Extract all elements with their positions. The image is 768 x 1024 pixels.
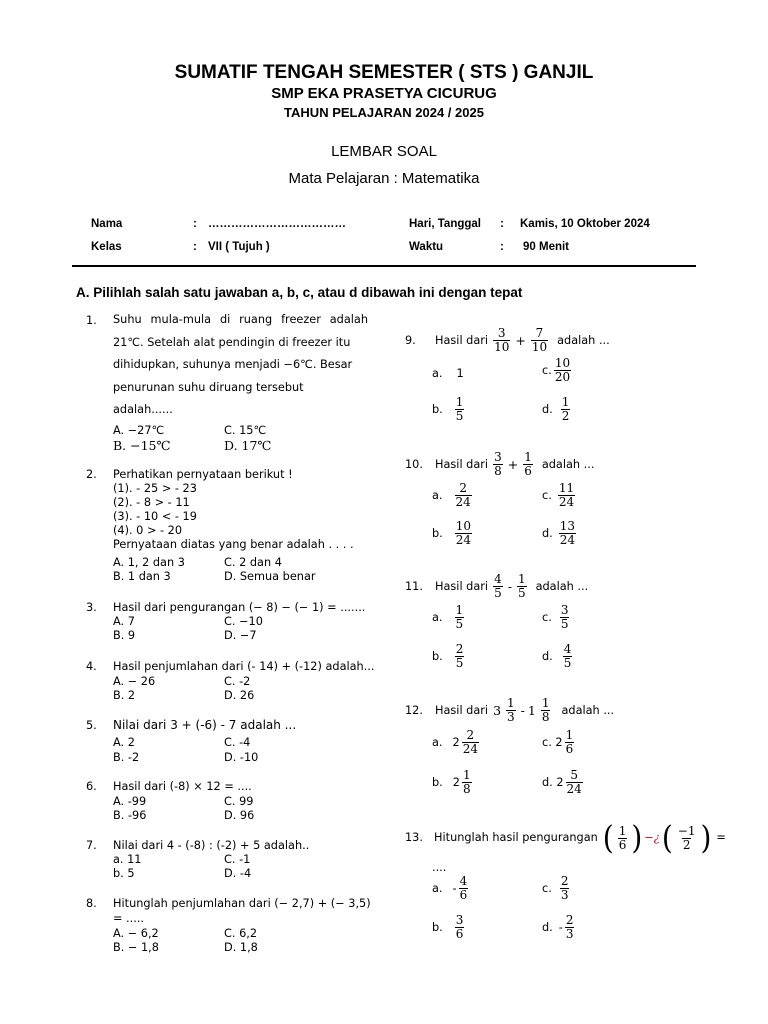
q2-line: Perhatikan pernyataan berikut ! bbox=[113, 468, 293, 481]
denominator: 24 bbox=[566, 782, 582, 796]
q10-operator: + bbox=[507, 456, 519, 472]
numerator: 4 bbox=[563, 642, 572, 656]
q9-fraction-1 bbox=[493, 327, 510, 354]
q10-option-a[interactable] bbox=[432, 482, 474, 509]
q5-number: 5. bbox=[86, 719, 97, 732]
left-paren-icon: ( bbox=[602, 818, 614, 857]
denominator: 6 bbox=[455, 927, 464, 941]
option-fraction bbox=[565, 729, 575, 756]
q1-option-b[interactable]: B. −15℃ bbox=[113, 438, 171, 453]
option-fraction bbox=[455, 604, 465, 631]
q10-post: adalah ... bbox=[541, 457, 595, 471]
option-fraction bbox=[565, 914, 575, 941]
q12-number: 12. bbox=[405, 703, 423, 717]
q11-post: adalah ... bbox=[535, 579, 589, 593]
denominator: 5 bbox=[560, 617, 569, 631]
q11-number: 11. bbox=[405, 579, 423, 593]
numerator: −1 bbox=[677, 823, 696, 838]
denominator: 10 bbox=[494, 340, 510, 354]
q2-number: 2. bbox=[86, 468, 97, 481]
denominator: 24 bbox=[559, 533, 576, 547]
q4-text: Hasil penjumlahan dari (- 14) + (-12) adalah... bbox=[113, 660, 375, 673]
q1-line: penurunan suhu diruang tersebut bbox=[113, 380, 304, 394]
denominator: 5 bbox=[455, 656, 464, 670]
option-letter: d. bbox=[542, 403, 553, 416]
q12-operator: - bbox=[520, 702, 525, 718]
q2-line: (4). 0 > - 20 bbox=[113, 524, 183, 537]
q12-fraction-1 bbox=[506, 697, 516, 724]
q12-option-a[interactable] bbox=[432, 729, 481, 756]
q1-line: adalah...... bbox=[113, 403, 173, 416]
q2-line: (3). - 10 < - 19 bbox=[113, 510, 197, 523]
q12-whole-1: 3 bbox=[493, 702, 502, 718]
denominator: 5 bbox=[517, 586, 526, 600]
option-sign: - bbox=[558, 921, 563, 934]
hari-value: Kamis, 10 Oktober 2024 bbox=[520, 218, 650, 230]
numerator: 1 bbox=[565, 728, 574, 742]
q13-fraction-2 bbox=[677, 825, 697, 852]
option-letter: b. bbox=[432, 776, 443, 789]
denominator: 2 bbox=[561, 409, 570, 423]
q13-option-c[interactable] bbox=[542, 875, 571, 902]
q13-number: 13. bbox=[405, 831, 423, 844]
option-value: 1 bbox=[456, 367, 464, 380]
q6-text: Hasil dari (-8) × 12 = .... bbox=[113, 780, 252, 793]
q1-line: 21℃. Setelah alat pendingin di freezer itu bbox=[113, 335, 351, 349]
q12-option-c[interactable] bbox=[542, 729, 576, 756]
q4-option-a[interactable]: A. − 26 bbox=[113, 675, 156, 688]
nama-label: Nama bbox=[91, 218, 123, 230]
right-paren-icon: ) bbox=[631, 818, 643, 857]
q9-option-b[interactable] bbox=[432, 396, 466, 423]
q9-fraction-2 bbox=[531, 327, 548, 354]
option-letter: d. 2 bbox=[542, 776, 564, 789]
q13-option-d[interactable] bbox=[542, 914, 576, 941]
q11-option-d[interactable] bbox=[542, 643, 574, 670]
nama-colon: : bbox=[193, 218, 197, 230]
q3-number: 3. bbox=[86, 601, 97, 614]
section-instruction: A. Pilihlah salah satu jawaban a, b, c, atau d dibawah ini dengan tepat bbox=[76, 285, 523, 300]
q1-option-d[interactable]: D. 17℃ bbox=[224, 438, 272, 453]
q6-option-b[interactable]: B. -96 bbox=[113, 809, 147, 822]
q7-option-b[interactable]: b. 5 bbox=[113, 867, 135, 880]
q13-pre: Hitunglah hasil pengurangan bbox=[434, 831, 598, 844]
numerator: 3 bbox=[560, 603, 569, 617]
kelas-label: Kelas bbox=[91, 241, 122, 253]
q11-operator: - bbox=[507, 578, 512, 594]
q12-option-d[interactable] bbox=[542, 769, 585, 796]
q7-option-d[interactable]: D. -4 bbox=[224, 867, 252, 880]
denominator: 6 bbox=[618, 837, 627, 852]
q11-pre: Hasil dari bbox=[435, 579, 489, 593]
option-letter: d. bbox=[542, 527, 553, 540]
denominator: 3 bbox=[507, 710, 515, 724]
option-whole: 2 bbox=[452, 776, 460, 789]
q9-option-a[interactable] bbox=[432, 367, 464, 380]
q9-number: 9. bbox=[405, 333, 416, 347]
q9-pre: Hasil dari bbox=[435, 333, 489, 347]
q8-text: Hitunglah penjumlahan dari (− 2,7) + (− 3,5) bbox=[113, 897, 371, 910]
q11-text bbox=[405, 573, 588, 600]
numerator: 2 bbox=[565, 913, 574, 927]
q12-fraction-2 bbox=[541, 697, 551, 724]
q6-number: 6. bbox=[86, 780, 97, 793]
numerator: 1 bbox=[507, 696, 515, 710]
numerator: 1 bbox=[524, 450, 532, 464]
numerator: 11 bbox=[558, 481, 575, 495]
q13-text bbox=[405, 818, 726, 857]
numerator: 7 bbox=[535, 326, 544, 340]
q2-line: (2). - 8 > - 11 bbox=[113, 496, 190, 509]
numerator: 2 bbox=[466, 728, 475, 742]
sheet-title: LEMBAR SOAL bbox=[331, 143, 437, 160]
option-letter: c. bbox=[542, 611, 552, 624]
option-fraction bbox=[560, 604, 570, 631]
denominator: 5 bbox=[563, 656, 572, 670]
option-letter: a. bbox=[432, 489, 443, 502]
denominator: 5 bbox=[494, 586, 502, 600]
option-sign: - bbox=[452, 882, 457, 895]
option-fraction bbox=[558, 482, 575, 509]
q12-text bbox=[405, 697, 614, 724]
q5-option-d[interactable]: D. -10 bbox=[224, 751, 259, 764]
q2-option-b[interactable]: B. 1 dan 3 bbox=[113, 570, 171, 583]
option-fraction bbox=[462, 729, 479, 756]
denominator: 6 bbox=[524, 464, 532, 478]
option-letter: a. bbox=[432, 736, 443, 749]
option-fraction bbox=[462, 769, 472, 796]
q9-operator: + bbox=[515, 332, 526, 348]
option-letter: c. bbox=[542, 489, 552, 502]
q4-number: 4. bbox=[86, 660, 97, 673]
q9-option-c[interactable] bbox=[542, 357, 573, 384]
right-paren-icon: ) bbox=[700, 818, 712, 857]
q8-text-cont: = ..... bbox=[113, 912, 145, 925]
numerator: 2 bbox=[455, 642, 464, 656]
q13-text-cont: .... bbox=[432, 861, 447, 874]
denominator: 24 bbox=[462, 742, 478, 756]
q10-text bbox=[405, 451, 594, 478]
denominator: 8 bbox=[494, 464, 502, 478]
option-fraction bbox=[561, 396, 571, 423]
q10-pre: Hasil dari bbox=[435, 457, 489, 471]
q2-text bbox=[113, 468, 354, 552]
q13-option-a[interactable] bbox=[432, 875, 470, 902]
numerator: 3 bbox=[494, 450, 502, 464]
q3-text: Hasil dari pengurangan (− 8) − (− 1) = ....... bbox=[113, 601, 366, 614]
q9-post: adalah ... bbox=[557, 333, 610, 347]
hari-colon: : bbox=[500, 218, 504, 230]
numerator: 1 bbox=[618, 823, 627, 838]
option-fraction bbox=[455, 482, 472, 509]
kelas-value: VII ( Tujuh ) bbox=[208, 241, 270, 253]
numerator: 3 bbox=[497, 326, 506, 340]
denominator: 5 bbox=[455, 617, 464, 631]
q11-fraction-1 bbox=[493, 573, 503, 600]
q2-option-d[interactable]: D. Semua benar bbox=[224, 570, 316, 583]
option-fraction bbox=[455, 914, 465, 941]
option-fraction bbox=[554, 357, 571, 384]
q5-option-c[interactable]: C. -4 bbox=[224, 736, 251, 749]
q2-line: (1). - 25 > - 23 bbox=[113, 482, 197, 495]
option-letter: b. bbox=[432, 527, 443, 540]
kelas-colon: : bbox=[193, 241, 197, 253]
q4-option-d[interactable]: D. 26 bbox=[224, 689, 255, 702]
numerator: 10 bbox=[455, 519, 472, 533]
denominator: 5 bbox=[455, 409, 464, 423]
q8-option-a[interactable]: A. − 6,2 bbox=[113, 927, 159, 940]
numerator: 1 bbox=[517, 572, 526, 586]
q3-option-c[interactable]: C. −10 bbox=[224, 615, 263, 628]
q6-option-c[interactable]: C. 99 bbox=[224, 795, 254, 808]
option-letter: c. bbox=[542, 882, 552, 895]
option-letter: a. bbox=[432, 611, 443, 624]
option-fraction bbox=[560, 875, 570, 902]
q4-option-c[interactable]: C. -2 bbox=[224, 675, 251, 688]
academic-year: TAHUN PELAJARAN 2024 / 2025 bbox=[284, 105, 484, 120]
q10-number: 10. bbox=[405, 457, 423, 471]
left-paren-icon: ( bbox=[661, 818, 673, 857]
option-letter: b. bbox=[432, 650, 443, 663]
waktu-colon: : bbox=[500, 241, 504, 253]
q12-post: adalah ... bbox=[561, 703, 615, 717]
q8-number: 8. bbox=[86, 897, 97, 910]
denominator: 24 bbox=[455, 495, 471, 509]
q1-line: dihidupkan, suhunya menjadi −6℃. Besar bbox=[113, 358, 353, 371]
numerator: 10 bbox=[554, 356, 571, 370]
numerator: 5 bbox=[570, 768, 578, 782]
q5-option-a[interactable]: A. 2 bbox=[113, 736, 135, 749]
denominator: 3 bbox=[565, 927, 574, 941]
school-name: SMP EKA PRASETYA CICURUG bbox=[271, 85, 497, 102]
numerator: 4 bbox=[459, 874, 468, 888]
waktu-label: Waktu bbox=[409, 241, 444, 253]
denominator: 10 bbox=[531, 340, 548, 354]
option-fraction bbox=[459, 875, 469, 902]
option-letter: b. bbox=[432, 403, 443, 416]
q5-text: Nilai dari 3 + (-6) - 7 adalah ... bbox=[113, 718, 297, 732]
q11-option-c[interactable] bbox=[542, 604, 571, 631]
q8-option-d[interactable]: D. 1,8 bbox=[224, 941, 258, 954]
q10-option-b[interactable] bbox=[432, 520, 474, 547]
numerator: 3 bbox=[455, 913, 464, 927]
numerator: 1 bbox=[455, 603, 464, 617]
header-divider bbox=[72, 265, 696, 267]
option-letter: c. bbox=[542, 364, 552, 377]
q3-option-d[interactable]: D. −7 bbox=[224, 629, 257, 642]
option-fraction bbox=[455, 643, 465, 670]
q3-option-b[interactable]: B. 9 bbox=[113, 629, 136, 642]
q12-whole-2: 1 bbox=[527, 702, 536, 718]
q12-pre: Hasil dari bbox=[435, 703, 489, 717]
q11-fraction-2 bbox=[517, 573, 527, 600]
q5-option-b[interactable]: B. -2 bbox=[113, 751, 140, 764]
option-letter: a. bbox=[432, 367, 443, 380]
denominator: 24 bbox=[558, 495, 575, 509]
q9-text bbox=[405, 327, 610, 354]
exam-title: SUMATIF TENGAH SEMESTER ( STS ) GANJIL bbox=[174, 62, 594, 83]
numerator: 1 bbox=[462, 768, 471, 782]
subject-line: Mata Pelajaran : Matematika bbox=[288, 170, 480, 187]
q1-number: 1. bbox=[86, 314, 97, 327]
numerator: 1 bbox=[541, 696, 550, 710]
q1-option-a[interactable]: A. −27℃ bbox=[113, 424, 165, 437]
q1-line: Suhu mula-mula di ruang freezer adalah bbox=[113, 313, 368, 326]
denominator: 24 bbox=[455, 533, 472, 547]
q13-option-b[interactable] bbox=[432, 914, 466, 941]
denominator: 3 bbox=[560, 888, 569, 902]
option-fraction bbox=[559, 520, 576, 547]
option-letter: a. bbox=[432, 882, 443, 895]
q1-option-c[interactable]: C. 15℃ bbox=[224, 424, 267, 437]
q10-fraction-2 bbox=[523, 451, 533, 478]
q13-fraction-1 bbox=[618, 825, 628, 852]
option-letter: d. bbox=[542, 650, 553, 663]
q7-text: Nilai dari 4 - (-8) : (-2) + 5 adalah.. bbox=[113, 839, 310, 852]
q2-option-c[interactable]: C. 2 dan 4 bbox=[224, 556, 282, 569]
q7-option-c[interactable]: C. -1 bbox=[224, 853, 251, 866]
denominator: 20 bbox=[554, 370, 571, 384]
q12-option-b[interactable] bbox=[432, 769, 474, 796]
waktu-value: 90 Menit bbox=[523, 241, 570, 253]
numerator: 2 bbox=[459, 481, 467, 495]
option-whole: 2 bbox=[452, 736, 460, 749]
denominator: 6 bbox=[565, 742, 574, 756]
option-letter: d. bbox=[542, 921, 553, 934]
option-fraction bbox=[455, 396, 465, 423]
denominator: 8 bbox=[541, 710, 550, 724]
q9-option-d[interactable] bbox=[542, 396, 572, 423]
q10-option-c[interactable] bbox=[542, 482, 577, 509]
q4-option-b[interactable]: B. 2 bbox=[113, 689, 136, 702]
hari-label: Hari, Tanggal bbox=[409, 218, 481, 230]
q6-option-d[interactable]: D. 96 bbox=[224, 809, 255, 822]
q1-text bbox=[113, 309, 368, 422]
option-fraction bbox=[563, 643, 573, 670]
q8-option-c[interactable]: C. 6,2 bbox=[224, 927, 258, 940]
option-letter: b. bbox=[432, 921, 443, 934]
q11-option-a[interactable] bbox=[432, 604, 466, 631]
q7-option-a[interactable]: a. 11 bbox=[113, 853, 142, 866]
q8-option-b[interactable]: B. − 1,8 bbox=[113, 941, 159, 954]
denominator: 8 bbox=[462, 782, 471, 796]
option-fraction bbox=[455, 520, 472, 547]
denominator: 2 bbox=[682, 837, 691, 852]
option-letter: c. 2 bbox=[542, 736, 563, 749]
numerator: 1 bbox=[455, 395, 464, 409]
option-fraction bbox=[566, 769, 583, 796]
numerator: 13 bbox=[559, 519, 576, 533]
q2-option-a[interactable]: A. 1, 2 dan 3 bbox=[113, 556, 185, 569]
q11-option-b[interactable] bbox=[432, 643, 466, 670]
numerator: 1 bbox=[561, 395, 570, 409]
q6-option-a[interactable]: A. -99 bbox=[113, 795, 147, 808]
q10-fraction-1 bbox=[493, 451, 503, 478]
denominator: 6 bbox=[459, 888, 468, 902]
nama-value: ……………………………… bbox=[208, 218, 346, 230]
q10-option-d[interactable] bbox=[542, 520, 578, 547]
numerator: 4 bbox=[494, 572, 502, 586]
q3-option-a[interactable]: A. 7 bbox=[113, 615, 135, 628]
q2-line: Pernyataan diatas yang benar adalah . . . . bbox=[113, 538, 354, 551]
q13-operator: −¿ bbox=[644, 831, 660, 844]
q7-number: 7. bbox=[86, 839, 97, 852]
q13-post: = bbox=[716, 831, 726, 844]
numerator: 2 bbox=[560, 874, 569, 888]
